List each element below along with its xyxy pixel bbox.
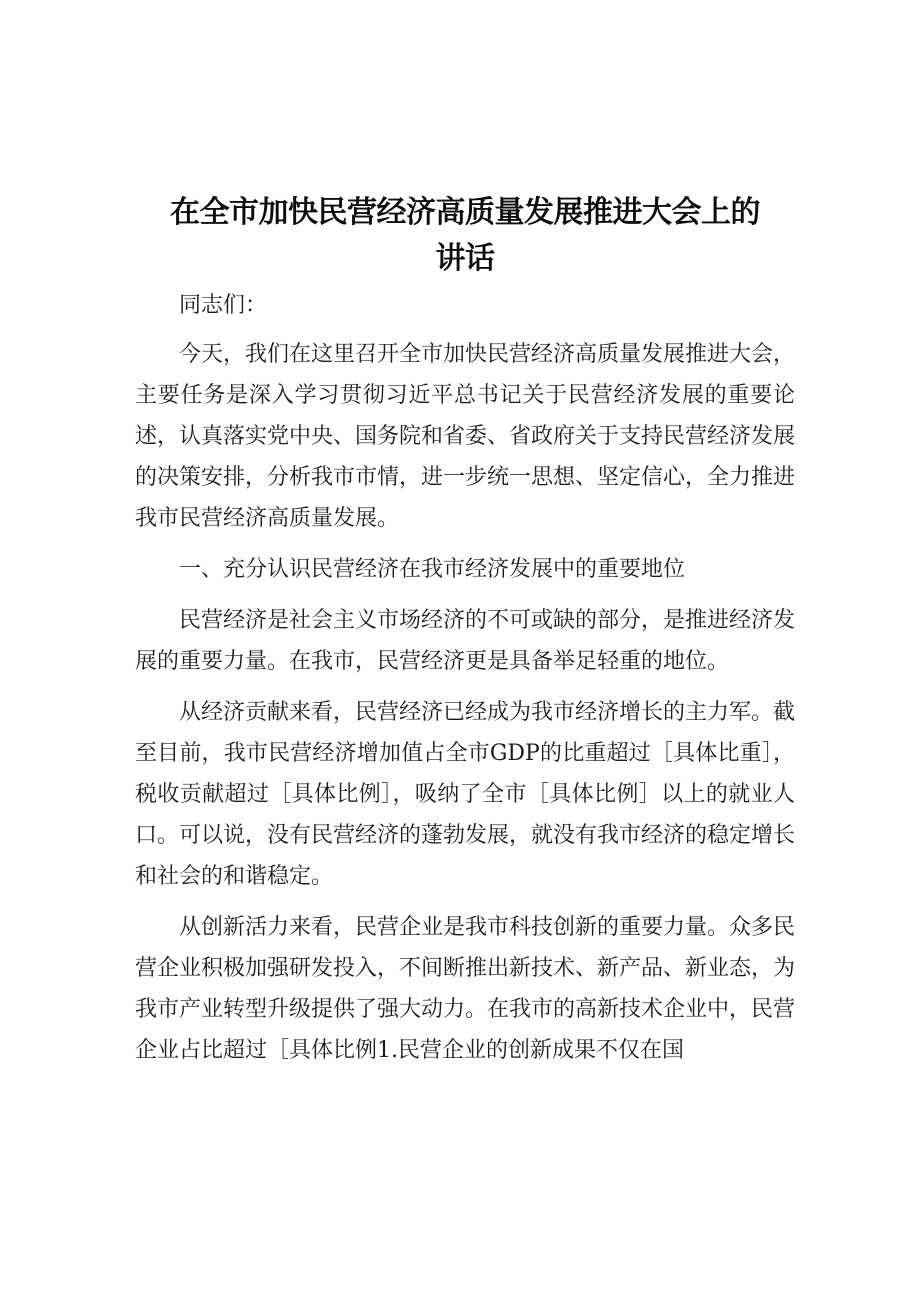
section-heading-1: 一、充分认识民营经济在我市经济发展中的重要地位	[179, 557, 686, 582]
paragraph-economic-contribution: 从经济贡献来看，民营经济已经成为我市经济增长的主力军。截至目前，我市民营经济增加值占全市GDP的比重超过［具体比重］，税收贡献超过［具体比例］，吸纳了全市［具体比例］以上的就业人口。可以说，没有民营经济的蓬勃发展，就没有我市经济的稳定增长和社会的和谐稳定。	[135, 700, 796, 889]
document-body	[135, 285, 795, 1071]
title-line-1: 在全市加快民营经济高质量发展推进大会上的	[170, 195, 760, 230]
title-line-2: 讲话	[435, 241, 495, 276]
paragraph-importance: 民营经济是社会主义市场经济的不可或缺的部分，是推进经济发展的重要力量。在我市，民营经济更是具备举足轻重的地位。	[135, 608, 796, 674]
document-title	[120, 190, 810, 282]
salutation: 同志们：	[179, 293, 268, 318]
paragraph-intro: 今天，我们在这里召开全市加快民营经济高质量发展推进大会，主要任务是深入学习贯彻习近平总书记关于民营经济发展的重要论述，认真落实党中央、国务院和省委、省政府关于支持民营经济发展的决策安排，分析我市市情，进一步统一思想、坚定信心，全力推进我市民营经济高质量发展。	[135, 342, 796, 531]
paragraph-innovation: 从创新活力来看，民营企业是我市科技创新的重要力量。众多民营企业积极加强研发投入，不间断推出新技术、新产品、新业态，为我市产业转型升级提供了强大动力。在我市的高新技术企业中，民营企业占比超过［具体比例1.民营企业的创新成果不仅在国	[135, 915, 796, 1063]
